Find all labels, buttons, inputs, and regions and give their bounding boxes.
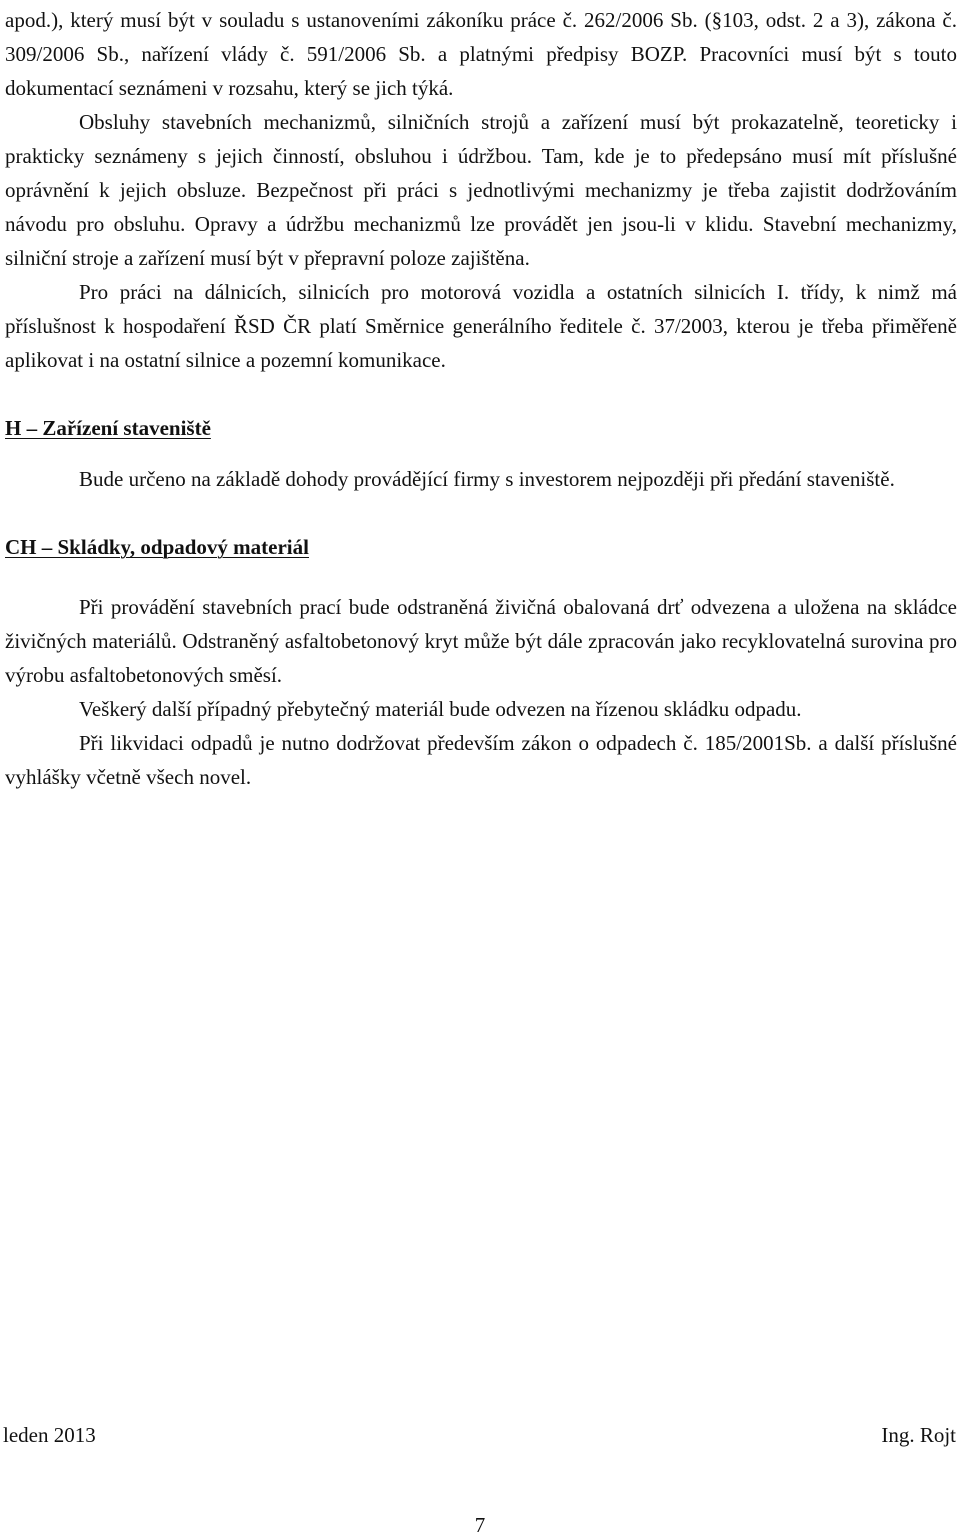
page-number: 7 [474,1513,486,1537]
section-heading-h: H – Zařízení staveniště [5,416,211,440]
paragraph-asphalt-removal: Při provádění stavebních prací bude odstraněná živičná obalovaná drť odvezena a uložena na skládce živičných materiálů. Odstraněný asfaltobetonový kryt může být dále zpracován jako recyklovatelná surovina pro výrobu asfaltobetonových směsí. [5,595,957,687]
paragraph-excess-material: Veškerý další případný přebytečný materiál bude odvezen na řízenou skládku odpadu. [79,697,802,721]
document-page [5,3,957,794]
paragraph-mechanisms: Obsluhy stavebních mechanizmů, silničních strojů a zařízení musí být prokazatelně, teoreticky i prakticky seznámeny s jejich činností, obsluhou i údržbou. Tam, kde je to předepsáno musí mít příslušné oprávnění k jejich obsluze. Bezpečnost při práci s jednotlivými mechanizmy je třeba zajistit dodržováním návodu pro obsluhu. Opravy a údržbu mechanizmů lze provádět jen jsou-li v klidu. Stavební mechanizmy, silniční stroje a zařízení musí být v přepravní poloze zajištěna. [5,110,957,270]
paragraph-highways: Pro práci na dálnicích, silnicích pro motorová vozidla a ostatních silnicích I. třídy, k nimž má příslušnost k hospodaření ŘSD ČR platí Směrnice generálního ředitele č. 37/2003, kterou je třeba přiměřeně aplikovat i na ostatní silnice a pozemní komunikace. [5,280,957,372]
footer-date: leden 2013 [3,1423,96,1447]
section-heading-ch: CH – Skládky, odpadový materiál [5,535,309,559]
footer-author: Ing. Rojt [881,1423,956,1447]
paragraph-site-facilities: Bude určeno na základě dohody provádějící firmy s investorem nejpozději při předání staveniště. [79,467,895,491]
paragraph-bozp: apod.), který musí být v souladu s ustanoveními zákoníku práce č. 262/2006 Sb. (§103, odst. 2 a 3), zákona č. 309/2006 Sb., nařízení vlády č. 591/2006 Sb. a platnými předpisy BOZP. Pracovníci musí být s touto dokumentací seznámeni v rozsahu, který se jich týká. [5,8,957,100]
paragraph-waste-disposal: Při likvidaci odpadů je nutno dodržovat především zákon o odpadech č. 185/2001Sb. a další příslušné vyhlášky včetně všech novel. [5,731,957,789]
